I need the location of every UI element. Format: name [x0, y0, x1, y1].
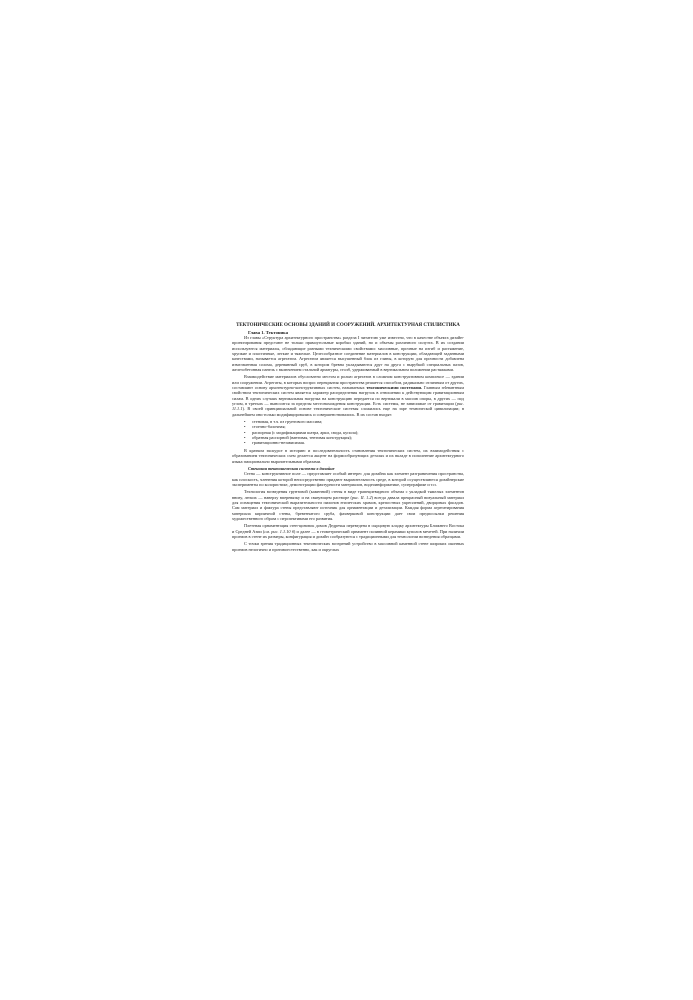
paragraph-5-text-b: ) всегда давала прекрасный визуальный материал для оснащения тектонической выразительности пилонов египетских храмов, крепостных укреплений, дворцовых фасадов. Сам материал и фактура стены представляют источник для орнаментации и детализации. Каждая форма агрегатирования материала кирпичной стены, бревенчатого сруба, фахверковой конструкции дает свои предпосылки решения художественного образа с перспективами его развития. [232, 494, 465, 521]
paragraph-1: Из главы «Структура архитектурного пространства» раздела I читателю уже известно, что в качестве объекта дизайн-проектирования предстают не только прямоугольные коробки зданий, но и объемы различного силуэта. В их создании используются материалы, обладающие разными техническими свойствами: массивные, прочные на изгиб и растяжение, хрупкие и пластичные, легкие и тяжелые. Целесообразное соединение материалов в конструкции, обладающей заданными качествами, называется агрегатом. Агрегатом является высушенный блок из глины, в которую для прочности добавлена измельченная солома, деревянный сруб, в котором бревна укладываются друг на друга с вырубкой специальных пазов, железобетонная панель с включением стальной арматуры, столб, удерживаемый в вертикальном положении растяжками. [232, 334, 464, 372]
list-item-text: обратная распорной (вантовая, тентовая конструкция); [252, 435, 353, 441]
document-title: ТЕКТОНИЧЕСКИЕ ОСНОВЫ ЗДАНИЙ И СООРУЖЕНИЙ. АРХИТЕКТУРНАЯ СТИЛИСТИКА [236, 323, 460, 328]
bullet-mark: • [244, 435, 246, 441]
list-item-text: гравитационно-независимая. [252, 440, 305, 446]
paragraph-2-term: тектоническими системами. [366, 385, 423, 391]
paragraph-6-text-a: Плетеная орнаментация стен-циновок домов Дедречья переведена в сырцовую кладку архитектуры Ближнего Востока и Средней Азии ( [232, 523, 464, 534]
paragraph-2 [232, 374, 464, 417]
paragraph-2-text-d: ). В своей принципиальной основе тектонические системы сложились еще на заре технической цивилизации; в дальнейшем они только модифицировались и совершенствовались. В их состав входят: [232, 406, 464, 417]
paragraph-5-figure-ref: рис. II. 1.2 [351, 494, 372, 500]
list-item-text: стеновая, в т.ч. из грунтового массива; [252, 419, 323, 425]
bullet-mark: • [244, 424, 246, 430]
paragraph-6-text-b: ) и далее — в геометрический орнамент поливной керамики куполов мечетей. При наличии проемов в стене их размеры, конфигурация и дизайн сообразуются с традиционными для технологии возведения образцами. [232, 528, 464, 539]
paragraph-6-figure-ref: см. рис. 1.1.10 б [264, 528, 294, 534]
paragraph-5 [232, 489, 464, 521]
bullet-mark: • [244, 440, 246, 446]
chapter-heading: Глава 1. Тектоника [248, 329, 289, 335]
bullet-mark: • [244, 419, 246, 425]
list-item-text: распорная (с модификациями шатра, арки, свода, купола); [252, 429, 359, 435]
paragraph-2-figure-ref: рис. 11.1.1 [232, 401, 464, 412]
section-subheading: Стеновая тектоническая система в дизайне [248, 465, 335, 471]
paragraph-2-text-c: Главным relевантным свойством тектонических систем является характер распределения нагрузок в отношении к действующим гравитационным силам. В одних случаях вертикальная нагрузка на конструкцию передается по вертикали в массив опоры, в других — под углом, в третьих — выносится за пределы местонахождения конструкции. Есть системы, не зависимые от гравитации ( [232, 385, 464, 407]
paragraph-4: Стена — конструктивное поле — представляет особый интерес для дизайна как элемент разграничения пространства, как плоскость, членения которой непосредственно придают выразительность среде, в которой осуществляются дизайнерские эксперименты по колористике, демонстрации фактурности материалов, видеоинформатике, суперграфике и т.п. [232, 471, 464, 487]
paragraph-7: С точки зрения традиционных тектонических воззрений устройство в массивной каменной стене широких оконных проемов нелогично и противоестественно, как и округлых [232, 541, 464, 552]
list-item [232, 440, 464, 445]
paragraph-2-text-a: Взаимодействие материалов обусловлено местом и ролью агрегатов в сложном конструктивном комплексе — здании или сооружении. Агрегаты, в которых вопрос перекрытия пространства решается способом, радикально отличным от других, составляют основу архитектурно-конструктивных систем, называемых [232, 374, 464, 391]
document-page [232, 323, 464, 554]
paragraph-3: В кратком экскурсе в историю и последовательность становления тектонических систем, их взаимодействия с образованием тектонических схем делается акцент на формообразующих деталях и их вкладе в пополнение архитектурного языка эмоционально выразительными образами. [232, 447, 464, 464]
bullet-mark: • [244, 429, 246, 435]
paragraph-5-text-a: Технология возведения грунтовой (каменной) стены в виде трапециевидного объема с укладкой тяжелых элементов внизу, легких — наверху вперевязку и на связующем растворе ( [232, 489, 464, 500]
list-item-text: стоечно-балочная; [252, 424, 286, 430]
system-list [232, 419, 464, 446]
paragraph-6 [232, 523, 464, 539]
